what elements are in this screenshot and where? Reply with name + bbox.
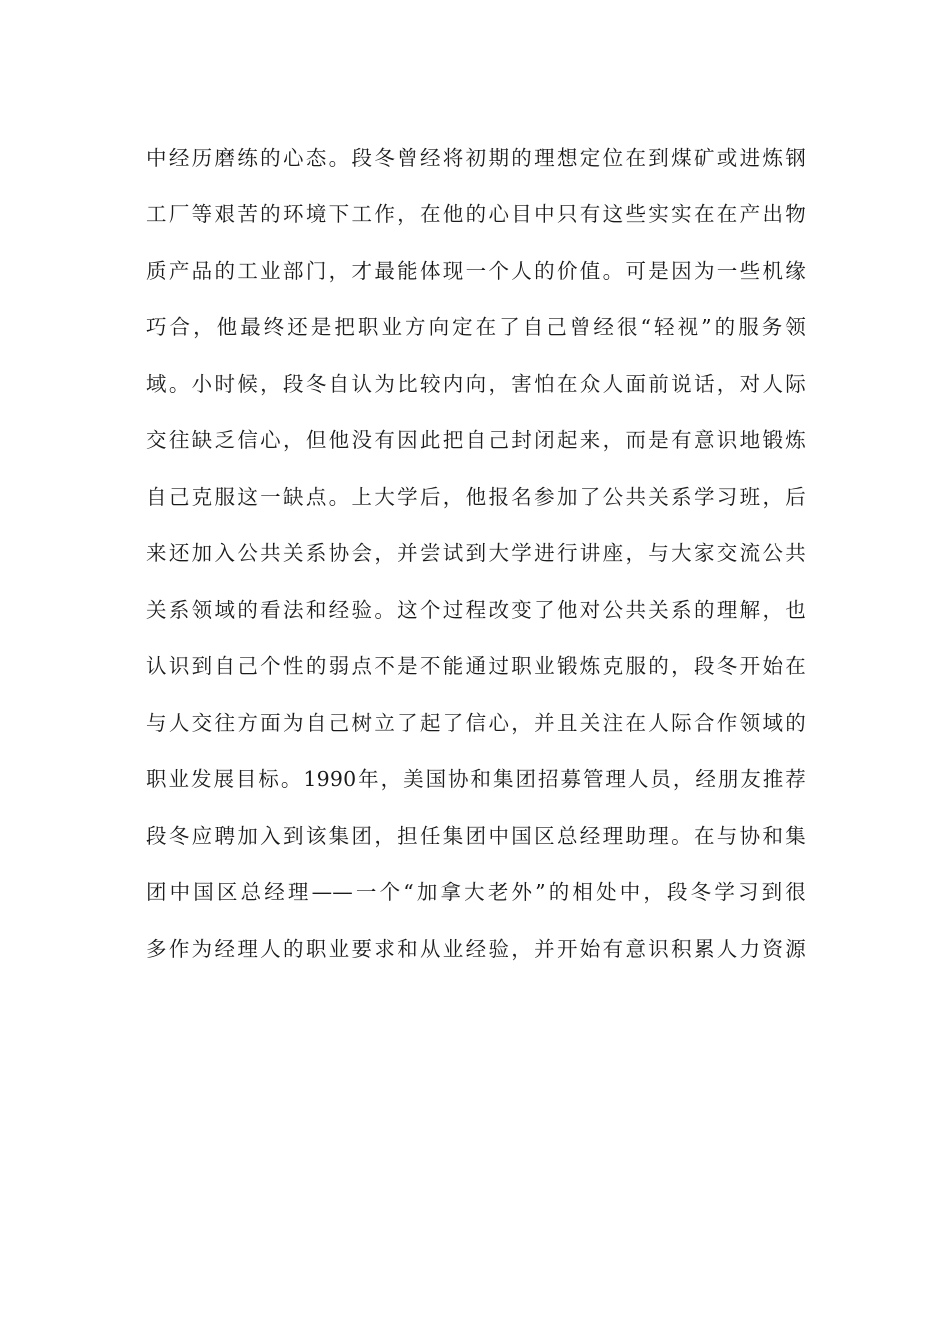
- text-line: 来还加入公共关系协会，并尝试到大学进行讲座，与大家交流公共: [146, 541, 806, 565]
- text-line: 质产品的工业部门，才最能体现一个人的价值。可是因为一些机缘: [146, 258, 806, 283]
- body-text: [146, 130, 806, 977]
- text-line: 职业发展目标。1990年，美国协和集团招募管理人员，经朋友推荐: [146, 767, 806, 791]
- text-line: 段冬应聘加入到该集团，担任集团中国区总经理助理。在与协和集: [146, 823, 806, 848]
- text-line: 团中国区总经理——一个“加拿大老外”的相处中，段冬学习到很: [146, 880, 806, 904]
- text-line: 关系领域的看法和经验。这个过程改变了他对公共关系的理解，也: [146, 597, 806, 622]
- text-line: 认识到自己个性的弱点不是不能通过职业锻炼克服的，段冬开始在: [146, 654, 806, 678]
- text-line: 多作为经理人的职业要求和从业经验，并开始有意识积累人力资源: [146, 936, 806, 961]
- text-line: 工厂等艰苦的环境下工作，在他的心目中只有这些实实在在产出物: [146, 202, 806, 226]
- text-line: 中经历磨练的心态。段冬曾经将初期的理想定位在到煤矿或进炼钢: [146, 146, 806, 170]
- text-line: 域。小时候，段冬自认为比较内向，害怕在众人面前说话，对人际: [146, 371, 806, 396]
- text-line: 交往缺乏信心，但他没有因此把自己封闭起来，而是有意识地锻炼: [146, 428, 806, 452]
- text-line: 自己克服这一缺点。上大学后，他报名参加了公共关系学习班，后: [146, 484, 806, 509]
- text-line: 巧合，他最终还是把职业方向定在了自己曾经很“轻视”的服务领: [146, 315, 806, 339]
- text-line: 与人交往方面为自己树立了起了信心，并且关注在人际合作领域的: [146, 710, 806, 735]
